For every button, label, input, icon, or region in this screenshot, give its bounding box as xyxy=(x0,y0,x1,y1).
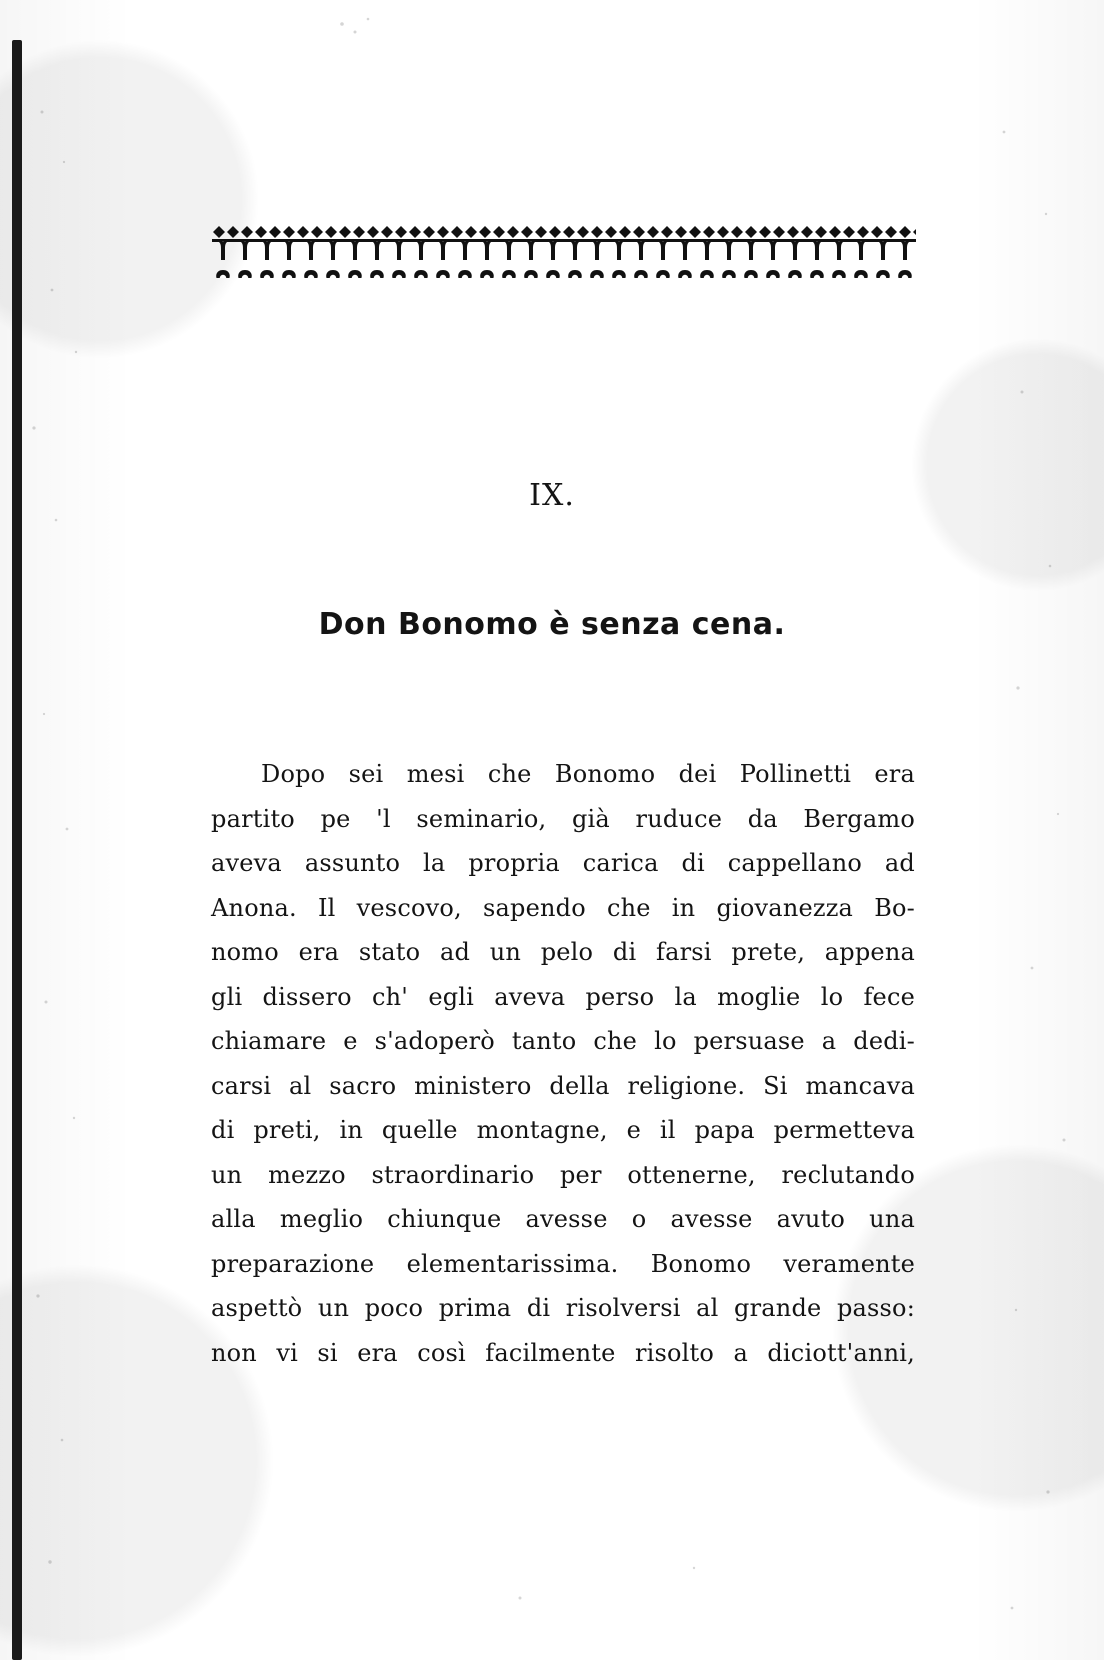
paragraph-line: un mezzo straordinario per ottenerne, reclutando xyxy=(211,1160,915,1189)
paragraph-line: alla meglio chiunque avesse o avesse avuto una xyxy=(211,1205,915,1233)
paragraph-line: aspettò un poco prima di risolversi al grande passo: xyxy=(211,1294,915,1322)
paragraph-line: partito pe 'l seminario, già ruduce da Bergamo xyxy=(211,804,915,833)
paragraph-line: Anona. Il vescovo, sapendo che in giovanezza Bo- xyxy=(211,893,915,922)
chapter-paragraph xyxy=(211,752,915,1375)
paragraph-line: nomo era stato ad un pelo di farsi prete, appena xyxy=(211,938,915,966)
paragraph-line: gli dissero ch' egli aveva perso la moglie lo fece xyxy=(211,982,915,1011)
paragraph-line: non vi si era così facilmente risolto a diciott'anni, xyxy=(211,1338,915,1367)
paragraph-line: preparazione elementarissima. Bonomo veramente xyxy=(211,1249,915,1278)
chapter-title: Don Bonomo è senza cena. xyxy=(318,607,786,642)
paragraph-line: aveva assunto la propria carica di cappellano ad xyxy=(211,849,915,877)
paragraph-line: Dopo sei mesi che Bonomo dei Pollinetti era xyxy=(261,760,915,788)
chapter-ornament xyxy=(212,226,916,278)
paragraph-line: carsi al sacro ministero della religione. Si mancava xyxy=(211,1071,915,1100)
binding-edge xyxy=(12,40,22,1660)
chapter-numeral: IX. xyxy=(529,478,575,513)
paragraph-line: di preti, in quelle montagne, e il papa permetteva xyxy=(211,1116,915,1144)
paragraph-line: chiamare e s'adoperò tanto che lo persuase a dedi- xyxy=(211,1027,915,1055)
